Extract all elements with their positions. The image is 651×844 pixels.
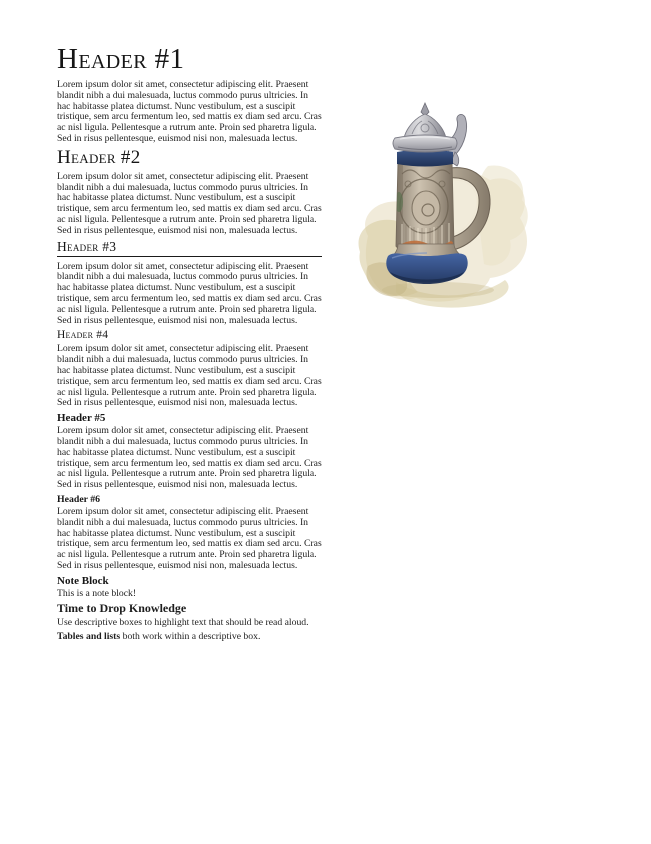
note-block-title: Note Block — [57, 574, 109, 587]
paragraph-3: Lorem ipsum dolor sit amet, consectetur adipiscing elit. Praesent blandit nibh a dui malesuada, luctus commodo purus ultricies. In hac habitasse platea dictumst. Nunc vestibulum, est a suscipit tristique, sem arcu fermentum leo, sed mattis ex diam sed arcu. Cras ac nisl ligula. Pellentesque a rutrum ante. Proin sed pharetra ligula. Sed in risus pellentesque, euismod nisi non, malesuada lectus. — [57, 260, 322, 326]
knowledge-text: Use descriptive boxes to highlight text that should be read aloud. — [57, 616, 309, 628]
paragraph-4: Lorem ipsum dolor sit amet, consectetur adipiscing elit. Praesent blandit nibh a dui malesuada, luctus commodo purus ultricies. In hac habitasse platea dictumst. Nunc vestibulum, est a suscipit tristique, sem arcu fermentum leo, sed mattis ex diam sed arcu. Cras ac nisl ligula. Pellentesque a rutrum ante. Proin sed pharetra ligula. Sed in risus pellentesque, euismod nisi non, malesuada lectus. — [57, 343, 322, 409]
knowledge-title: Time to Drop Knowledge — [57, 601, 187, 616]
paragraph-2: Lorem ipsum dolor sit amet, consectetur adipiscing elit. Praesent blandit nibh a dui malesuada, luctus commodo purus ultricies. In hac habitasse platea dictumst. Nunc vestibulum, est a suscipit tristique, sem arcu fermentum leo, sed mattis ex diam sed arcu. Cras ac nisl ligula. Pellentesque a rutrum ante. Proin sed pharetra ligula. Sed in risus pellentesque, euismod nisi non, malesuada lectus. — [57, 170, 322, 236]
knowledge-text-2 — [57, 632, 322, 643]
heading-level-6: Header #6 — [57, 493, 101, 505]
paragraph-6: Lorem ipsum dolor sit amet, consectetur adipiscing elit. Praesent blandit nibh a dui malesuada, luctus commodo purus ultricies. In hac habitasse platea dictumst. Nunc vestibulum, est a suscipit tristique, sem arcu fermentum leo, sed mattis ex diam sed arcu. Cras ac nisl ligula. Pellentesque a rutrum ante. Proin sed pharetra ligula. Sed in risus pellentesque, euismod nisi non, malesuada lectus. — [57, 505, 322, 571]
stein-illustration — [338, 96, 536, 314]
heading-level-5: Header #5 — [57, 412, 106, 425]
knowledge-text-2-rest: both work within a descriptive box. — [120, 630, 261, 642]
knowledge-text-2-bold: Tables and lists — [57, 630, 121, 642]
heading-level-4: Header #4 — [57, 329, 109, 342]
text-column — [57, 44, 322, 646]
note-block-text: This is a note block! — [57, 587, 137, 599]
heading-level-3: Header #3 — [57, 240, 322, 257]
stein-lid — [393, 103, 457, 152]
heading-level-1: Header #1 — [57, 43, 185, 75]
paragraph-5: Lorem ipsum dolor sit amet, consectetur adipiscing elit. Praesent blandit nibh a dui malesuada, luctus commodo purus ultricies. In hac habitasse platea dictumst. Nunc vestibulum, est a suscipit tristique, sem arcu fermentum leo, sed mattis ex diam sed arcu. Cras ac nisl ligula. Pellentesque a rutrum ante. Proin sed pharetra ligula. Sed in risus pellentesque, euismod nisi non, malesuada lectus. — [57, 425, 322, 491]
heading-level-2: Header #2 — [57, 146, 141, 168]
paragraph-1: Lorem ipsum dolor sit amet, consectetur adipiscing elit. Praesent blandit nibh a dui malesuada, luctus commodo purus ultricies. In hac habitasse platea dictumst. Nunc vestibulum, est a suscipit tristique, sem arcu fermentum leo, sed mattis ex diam sed arcu. Cras ac nisl ligula. Pellentesque a rutrum ante. Proin sed pharetra ligula. Sed in risus pellentesque, euismod nisi non, malesuada lectus. — [57, 79, 322, 144]
beer-stein-image — [338, 96, 536, 314]
